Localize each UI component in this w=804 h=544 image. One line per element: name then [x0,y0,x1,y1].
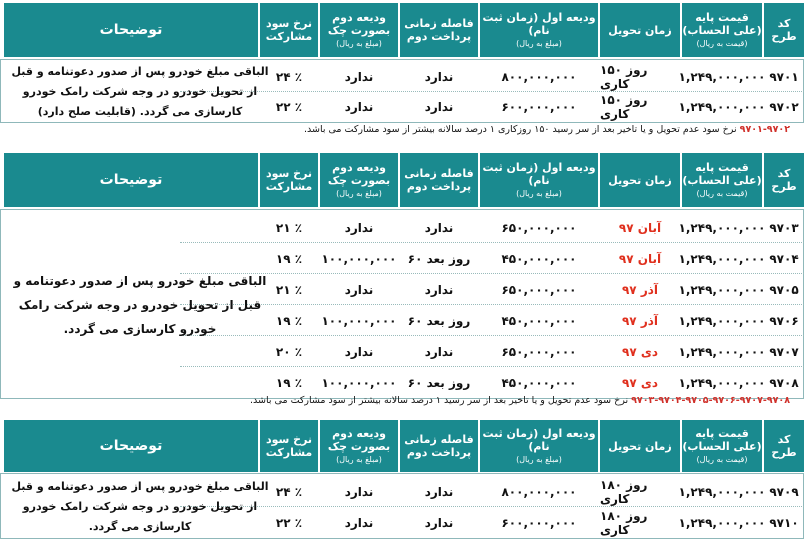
header-interval [400,420,478,472]
cell-dep2: ندارد [344,282,374,297]
cell-delivery: ۱۸۰ روز کاری [600,477,648,506]
header-dep2-sub: (مبلغ به ریال) [336,454,382,464]
cell-price: ۱,۲۴۹,۰۰۰,۰۰۰ [678,375,766,390]
cell-rate: ۲۲ ٪ [275,100,303,114]
cell-dep2: ندارد [344,100,374,114]
header-rate [260,420,318,472]
cell-code: ۹۷۰۸ [769,375,799,390]
cell-code: ۹۷۰۹ [769,484,799,499]
cell-interval: ندارد [424,220,454,235]
cell-dep1: ۶۵۰,۰۰۰,۰۰۰ [501,282,577,297]
header-dep1 [480,3,598,57]
cell-rate: ۱۹ ٪ [275,313,303,328]
cell-delivery: ۱۸۰ روز کاری [600,508,648,537]
header-notes [4,420,258,472]
cell-dep2: ندارد [344,344,374,359]
cell-dep2: ۱۰۰,۰۰۰,۰۰۰ [321,251,397,266]
cell-code: ۹۷۰۴ [769,251,799,266]
header-rate [260,153,318,207]
cell-price: ۱,۲۴۹,۰۰۰,۰۰۰ [678,282,766,297]
cell-rate: ۲۱ ٪ [275,220,303,235]
cell-interval: ندارد [424,515,454,530]
cell-dep1: ۴۵۰,۰۰۰,۰۰۰ [501,313,577,328]
cell-interval: ندارد [424,100,454,114]
cell-interval: ندارد [424,282,454,297]
cell-code: ۹۷۱۰ [769,515,799,530]
note-text: نرخ سود عدم تحویل و یا تاخیر بعد از سر رسید ۱ درصد سالانه بیشتر از سود مشارکت می باشد. [250,395,629,406]
cell-price: ۱,۲۴۹,۰۰۰,۰۰۰ [678,344,766,359]
header-delivery [600,153,680,207]
header-dep1 [480,420,598,472]
header-interval-label: فاصله زمانی پرداخت دوم [404,433,474,459]
header-delivery-label: زمان تحویل [608,173,672,187]
cell-dep2: ندارد [344,220,374,235]
cell-delivery: آبان ۹۷ [618,251,662,266]
header-dep2-sub: (مبلغ به ریال) [336,38,382,48]
table-1-header [0,3,804,57]
table-1-note [304,124,790,135]
header-price-label: قیمت پایه (علی الحساب) [682,160,762,187]
header-dep1-sub: (مبلغ به ریال) [516,38,562,48]
cell-rate: ۲۴ ٪ [275,484,303,499]
cell-rate: ۲۰ ٪ [275,344,303,359]
header-dep1-sub: (مبلغ به ریال) [516,454,562,464]
cell-dep1: ۸۰۰,۰۰۰,۰۰۰ [501,484,577,499]
cell-code: ۹۷۰۱ [769,70,799,84]
cell-interval: ندارد [424,344,454,359]
cell-delivery: دی ۹۷ [622,344,658,359]
cell-price: ۱,۲۴۹,۰۰۰,۰۰۰ [678,251,766,266]
header-delivery [600,3,680,57]
header-dep1-label: ودیعه اول (زمان ثبت نام) [482,426,596,453]
cell-interval: ندارد [424,484,454,499]
header-code-label: کد طرح [771,17,797,43]
header-code [764,3,804,57]
header-dep2 [320,153,398,207]
cell-delivery: آذر ۹۷ [621,313,658,328]
header-price [682,3,762,57]
description-text: الباقی مبلغ خودرو پس از صدور دعوتنامه و قبل از تحویل خودرو در وجه شرکت رامک خودرو کارسازی می گردد. [13,274,267,336]
header-interval-label: فاصله زمانی پرداخت دوم [404,167,474,193]
cell-dep1: ۶۵۰,۰۰۰,۰۰۰ [501,344,577,359]
cell-price: ۱,۲۴۹,۰۰۰,۰۰۰ [678,100,766,114]
header-rate [260,3,318,57]
header-price-sub: (قیمت به ریال) [696,454,748,464]
cell-dep1: ۴۵۰,۰۰۰,۰۰۰ [501,251,577,266]
cell-dep2: ندارد [344,70,374,84]
cell-price: ۱,۲۴۹,۰۰۰,۰۰۰ [678,220,766,235]
header-notes-label: توضیحات [99,21,163,38]
header-price [682,420,762,472]
cell-dep1: ۶۵۰,۰۰۰,۰۰۰ [501,220,577,235]
header-code-label: کد طرح [771,433,797,459]
header-price-label: قیمت پایه (علی الحساب) [682,426,762,453]
header-interval-label: فاصله زمانی پرداخت دوم [404,17,474,43]
header-dep2-sub: (مبلغ به ریال) [336,188,382,198]
cell-dep1: ۶۰۰,۰۰۰,۰۰۰ [501,515,577,530]
header-dep2-label: ودیعه دوم بصورت چک [327,10,391,37]
cell-price: ۱,۲۴۹,۰۰۰,۰۰۰ [678,70,766,84]
note-codes: ۹۷۰۳-۹۷۰۴-۹۷۰۵-۹۷۰۶-۹۷۰۷-۹۷۰۸ [631,395,790,406]
cell-interval: ۶۰ روز بعد [407,375,471,390]
cell-dep2: ندارد [344,515,374,530]
cell-dep2: ۱۰۰,۰۰۰,۰۰۰ [321,375,397,390]
header-interval [400,3,478,57]
cell-code: ۹۷۰۷ [769,344,799,359]
header-delivery-label: زمان تحویل [608,23,672,37]
cell-dep1: ۶۰۰,۰۰۰,۰۰۰ [501,100,577,114]
cell-interval: ۶۰ روز بعد [407,251,471,266]
cell-interval: ۶۰ روز بعد [407,313,471,328]
description-text: الباقی مبلغ خودرو پس از صدور دعوتنامه و قبل از تحویل خودرو در وجه شرکت رامک خودرو کارسازی می گردد. [11,480,269,533]
cell-interval: ندارد [424,70,454,84]
cell-delivery: ۱۵۰ روز کاری [600,63,648,91]
cell-rate: ۱۹ ٪ [275,251,303,266]
cell-rate: ۲۲ ٪ [275,515,303,530]
header-code [764,420,804,472]
cell-dep2: ندارد [344,484,374,499]
cell-delivery: دی ۹۷ [622,375,658,390]
cell-dep1: ۴۵۰,۰۰۰,۰۰۰ [501,375,577,390]
header-rate-label: نرخ سود مشارکت [265,167,313,193]
header-delivery [600,420,680,472]
header-price [682,153,762,207]
header-code-label: کد طرح [771,167,797,193]
cell-price: ۱,۲۴۹,۰۰۰,۰۰۰ [678,515,766,530]
cell-price: ۱,۲۴۹,۰۰۰,۰۰۰ [678,484,766,499]
header-rate-label: نرخ سود مشارکت [265,17,313,43]
cell-delivery: آبان ۹۷ [618,220,662,235]
header-code [764,153,804,207]
cell-code: ۹۷۰۵ [769,282,799,297]
cell-rate: ۲۴ ٪ [275,70,303,84]
cell-rate: ۱۹ ٪ [275,375,303,390]
header-dep1-sub: (مبلغ به ریال) [516,188,562,198]
table-2-note [250,395,790,406]
header-delivery-label: زمان تحویل [608,439,672,453]
header-interval [400,153,478,207]
cell-delivery: ۱۵۰ روز کاری [600,93,648,121]
header-notes [4,153,258,207]
note-codes: ۹۷۰۱-۹۷۰۲ [739,124,790,135]
cell-code: ۹۷۰۶ [769,313,799,328]
header-price-sub: (قیمت به ریال) [696,38,748,48]
cell-dep2: ۱۰۰,۰۰۰,۰۰۰ [321,313,397,328]
cell-rate: ۲۱ ٪ [275,282,303,297]
cell-code: ۹۷۰۲ [769,100,799,114]
header-dep1 [480,153,598,207]
cell-dep1: ۸۰۰,۰۰۰,۰۰۰ [501,70,577,84]
header-price-sub: (قیمت به ریال) [696,188,748,198]
header-dep2 [320,420,398,472]
header-notes-label: توضیحات [99,437,163,454]
header-dep2-label: ودیعه دوم بصورت چک [327,426,391,453]
header-notes [4,3,258,57]
header-dep2-label: ودیعه دوم بصورت چک [327,160,391,187]
note-text: نرخ سود عدم تحویل و یا تاخیر بعد از سر رسید ۱۵۰ روزکاری ۱ درصد سالانه بیشتر از سود مشارکت می باشد. [303,124,737,135]
cell-price: ۱,۲۴۹,۰۰۰,۰۰۰ [678,313,766,328]
table-2-header [0,153,804,207]
cell-delivery: آذر ۹۷ [621,282,658,297]
header-dep1-label: ودیعه اول (زمان ثبت نام) [482,10,596,37]
table-3-header [0,420,804,472]
header-rate-label: نرخ سود مشارکت [265,433,313,459]
cell-code: ۹۷۰۳ [769,220,799,235]
header-price-label: قیمت پایه (علی الحساب) [682,10,762,37]
header-dep2 [320,3,398,57]
header-dep1-label: ودیعه اول (زمان ثبت نام) [482,160,596,187]
header-notes-label: توضیحات [99,171,163,188]
description-text: الباقی مبلغ خودرو پس از صدور دعوتنامه و قبل از تحویل خودرو در وجه شرکت رامک خودرو کارسازی می گردد. (قابلیت صلح دارد) [11,65,269,118]
